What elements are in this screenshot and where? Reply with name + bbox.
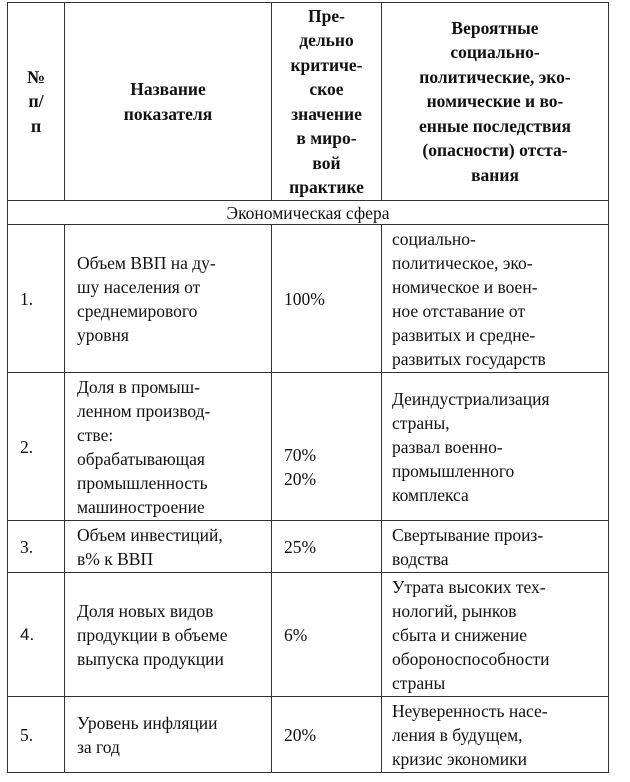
table-row: [8, 521, 609, 573]
row-consequences: Деиндустриализация страны, развал военно- промышленного комплекса: [382, 373, 609, 521]
section-title: Экономическая сфера: [8, 201, 609, 225]
table-row: [8, 373, 609, 521]
row-number: 3.: [8, 521, 65, 573]
section-row: [8, 201, 609, 225]
row-indicator-name: Доля в промыш- ленном производ- стве: обрабатывающая промышленность машиностроение: [65, 373, 272, 521]
row-number: 1.: [8, 225, 65, 373]
row-indicator-name: Объем ВВП на ду- шу населения от среднемирового уровня: [65, 225, 272, 373]
row-consequences: Свертывание произ- водства: [382, 521, 609, 573]
header-indicator-name: Название показателя: [65, 3, 272, 201]
row-critical-value: 6%: [272, 573, 382, 697]
row-critical-value: 70% 20%: [272, 373, 382, 521]
row-consequences: Утрата высоких тех- нологий, рынков сбыта и снижение обороноспособности страны: [382, 573, 609, 697]
indicators-table: [7, 2, 609, 773]
header-row: [8, 3, 609, 201]
header-number: № п/ п: [8, 3, 65, 201]
row-indicator-name: Доля новых видов продукции в объеме выпуска продукции: [65, 573, 272, 697]
header-consequences: Вероятные социально- политические, эко- номические и во- енные последствия (опасности) отста- вания: [382, 3, 609, 201]
row-consequences: Неуверенность насе- ления в будущем, кризис экономики: [382, 697, 609, 773]
table-row: [8, 697, 609, 773]
table-row: [8, 225, 609, 373]
row-critical-value: 20%: [272, 697, 382, 773]
row-number: 4.: [8, 573, 65, 697]
row-indicator-name: Уровень инфляции за год: [65, 697, 272, 773]
header-critical-value: Пре- дельно критиче- ское значение в миро- вой практике: [272, 3, 382, 201]
row-critical-value: 100%: [272, 225, 382, 373]
row-number: 2.: [8, 373, 65, 521]
row-consequences: социально- политическое, эко- номическое и воен- ное отставание от развитых и средне- развитых государств: [382, 225, 609, 373]
row-indicator-name: Объем инвестиций, в% к ВВП: [65, 521, 272, 573]
table-row: [8, 573, 609, 697]
row-number: 5.: [8, 697, 65, 773]
row-critical-value: 25%: [272, 521, 382, 573]
